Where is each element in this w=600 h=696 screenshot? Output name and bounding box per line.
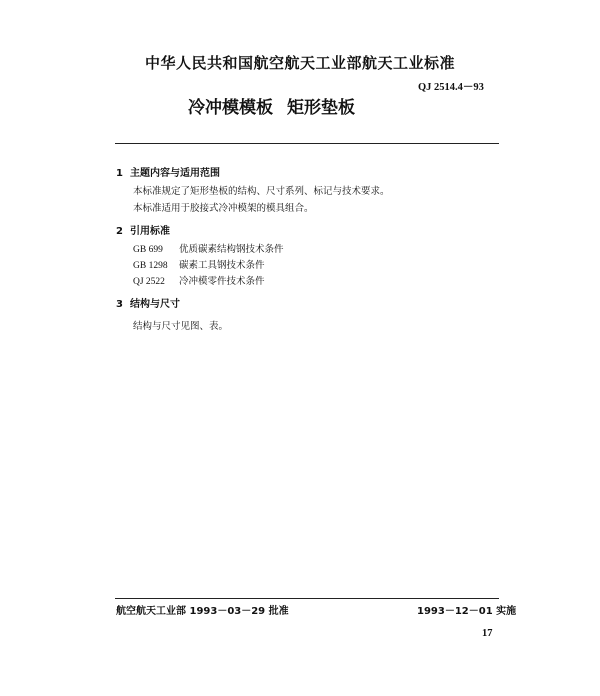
title-part-1: 冷冲模模板 [188, 98, 273, 118]
standard-code: QJ 2514.4－93 [418, 82, 484, 93]
section-number: 3 [116, 299, 123, 310]
section-1-line-2: 本标准适用于胶接式冷冲模架的模具组合。 [133, 203, 314, 214]
footer-divider [115, 598, 499, 599]
approval-text: 航空航天工业部 1993－03－29 批准 [116, 606, 289, 617]
section-title: 主题内容与适用范围 [130, 168, 220, 179]
section-title: 结构与尺寸 [130, 299, 180, 310]
section-number: 1 [116, 168, 123, 179]
section-2-heading [116, 222, 170, 237]
issuing-organization: 中华人民共和国航空航天工业部航天工业标准 [144, 54, 455, 72]
section-number: 2 [116, 226, 123, 237]
reference-code: GB 699 [133, 245, 163, 255]
section-title: 引用标准 [130, 226, 170, 237]
reference-item [133, 241, 284, 255]
reference-item [133, 273, 265, 287]
section-1-line-1: 本标准规定了矩形垫板的结构、尺寸系列、标记与技术要求。 [133, 186, 390, 197]
reference-title: 冷冲模零件技术条件 [179, 276, 265, 287]
implementation-text: 1993－12－01 实施 [417, 606, 517, 617]
document-title [188, 93, 355, 118]
title-part-2: 矩形垫板 [287, 98, 355, 118]
reference-title: 碳素工具钢技术条件 [179, 260, 265, 271]
header-divider [115, 143, 499, 144]
reference-code: GB 1298 [133, 261, 168, 271]
reference-title: 优质碳素结构钢技术条件 [179, 244, 284, 255]
section-3-heading [116, 295, 180, 310]
section-1-heading [116, 164, 220, 179]
reference-item [133, 257, 265, 271]
page-number: 17 [482, 628, 493, 639]
reference-code: QJ 2522 [133, 277, 165, 287]
section-3-line-1: 结构与尺寸见图、表。 [133, 321, 229, 332]
